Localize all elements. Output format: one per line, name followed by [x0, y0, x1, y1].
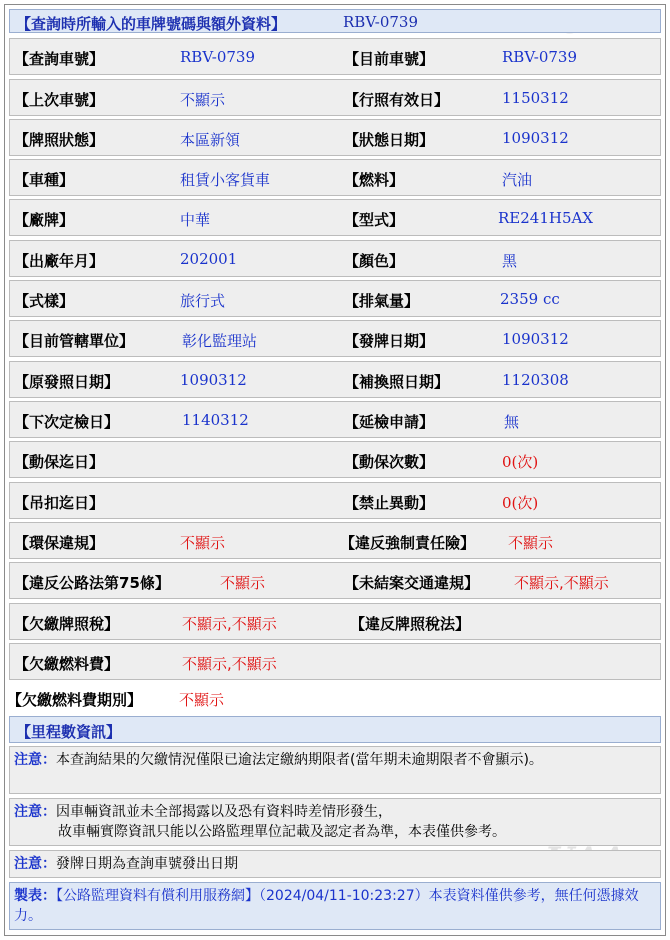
value-replacement-date: 1120308 [502, 371, 569, 389]
value-fuel: 汽油 [502, 171, 533, 189]
label-status-date: 【狀態日期】 [344, 131, 435, 149]
value-vehicle-type: 租賃小客貨車 [180, 171, 271, 189]
row-suspension-end [9, 482, 661, 519]
row-highway-act-violation [9, 562, 661, 599]
row-original-license-date [9, 361, 661, 398]
value-original-license-date: 1090312 [180, 371, 247, 389]
label-highway-act-violation: 【違反公路法第75條】 [14, 574, 170, 592]
row-jurisdiction [9, 320, 661, 357]
note-arrears [9, 746, 661, 794]
header-title: 【查詢時所輸入的車牌號碼與額外資料】 [16, 15, 287, 33]
row-query-plate [9, 38, 661, 75]
label-brand: 【廠牌】 [14, 211, 75, 229]
value-license-tax-arrears: 不顯示,不顯示 [182, 615, 277, 633]
label-original-license-date: 【原發照日期】 [14, 373, 120, 391]
row-license-tax-arrears [9, 603, 661, 640]
value-lien-count: 0(次) [502, 453, 539, 471]
report-header [9, 9, 661, 33]
label-displacement: 【排氣量】 [344, 292, 420, 310]
row-vehicle-type [9, 159, 661, 196]
value-environmental-violation: 不顯示 [180, 534, 226, 552]
value-body-style: 旅行式 [180, 292, 226, 310]
value-model: RE241H5AX [498, 209, 594, 227]
row-fuel-fee-period [9, 684, 661, 714]
value-license-valid: 1150312 [502, 89, 569, 107]
mileage-label: 【里程數資訊】 [16, 723, 122, 741]
label-fuel-fee-arrears: 【欠繳燃料費】 [14, 655, 120, 673]
value-highway-act-violation: 不顯示 [220, 574, 266, 592]
label-body-style: 【式樣】 [14, 292, 75, 310]
label-next-inspection: 【下次定檢日】 [14, 413, 120, 431]
label-replacement-date: 【補換照日期】 [344, 373, 450, 391]
value-displacement: 2359 cc [500, 290, 560, 308]
label-inspection-extension: 【延檢申請】 [344, 413, 435, 431]
row-previous-plate [9, 79, 661, 116]
note-disclosure-line2: 故車輛實際資訊只能以公路監理單位記載及認定者為準，本表僅供參考。 [58, 824, 506, 840]
value-insurance-violation: 不顯示 [508, 534, 554, 552]
mileage-section-header [9, 716, 661, 743]
label-lien-end: 【動保迄日】 [14, 453, 105, 471]
value-unresolved-violation: 不顯示,不顯示 [514, 574, 609, 592]
row-plate-status [9, 119, 661, 156]
value-inspection-extension: 無 [504, 413, 520, 431]
value-color: 黑 [502, 252, 518, 270]
label-lien-count: 【動保次數】 [344, 453, 435, 471]
note-issue-date-text: 發牌日期為查詢車號發出日期 [56, 856, 238, 872]
header-plate: RBV-0739 [343, 13, 419, 31]
label-environmental-violation: 【環保違規】 [14, 534, 105, 552]
row-body-style [9, 280, 661, 317]
value-plate-status: 本區新領 [180, 131, 241, 149]
note-arrears-text: 本查詢結果的欠繳情況僅限已逾法定繳納期限者(當年期未逾期限者不會顯示)。 [56, 752, 543, 768]
row-manufacture-date [9, 240, 661, 277]
label-model: 【型式】 [344, 211, 405, 229]
note-disclosure-key: 注意： [14, 804, 56, 820]
value-jurisdiction: 彰化監理站 [182, 332, 258, 350]
value-current-plate: RBV-0739 [502, 48, 578, 66]
note-disclosure [9, 798, 661, 846]
value-fuel-fee-arrears: 不顯示,不顯示 [182, 655, 277, 673]
note-issue-date-key: 注意： [14, 856, 56, 872]
label-unresolved-violation: 【未結案交通違規】 [344, 574, 480, 592]
label-fuel: 【燃料】 [344, 171, 405, 189]
label-license-tax-violation: 【違反牌照稅法】 [350, 615, 471, 633]
label-transfer-ban: 【禁止異動】 [344, 494, 435, 512]
label-fuel-fee-period: 【欠繳燃料費期別】 [7, 691, 143, 709]
label-manufacture-date: 【出廠年月】 [14, 252, 105, 270]
row-next-inspection [9, 401, 661, 438]
label-query-plate: 【查詢車號】 [14, 50, 105, 68]
label-current-plate: 【目前車號】 [344, 50, 435, 68]
value-brand: 中華 [180, 211, 211, 229]
row-environmental-violation [9, 522, 661, 559]
note-arrears-key: 注意： [14, 752, 56, 768]
value-transfer-ban: 0(次) [502, 494, 539, 512]
label-jurisdiction: 【目前管轄單位】 [14, 332, 135, 350]
label-suspension-end: 【吊扣迄日】 [14, 494, 105, 512]
row-lien-end [9, 441, 661, 478]
label-plate-status: 【牌照狀態】 [14, 131, 105, 149]
label-issue-date: 【發牌日期】 [344, 332, 435, 350]
label-previous-plate: 【上次車號】 [14, 91, 105, 109]
row-fuel-fee-arrears [9, 643, 661, 680]
note-issue-date [9, 850, 661, 878]
value-next-inspection: 1140312 [182, 411, 249, 429]
value-query-plate: RBV-0739 [180, 48, 256, 66]
row-brand [9, 199, 661, 236]
footer-text: 【公路監理資料有償利用服務網】（2024/04/11-10:23:27）本表資料僅供參考，無任何憑據效力。 [14, 888, 639, 924]
label-license-valid: 【行照有效日】 [344, 91, 450, 109]
value-fuel-fee-period: 不顯示 [179, 691, 225, 709]
label-license-tax-arrears: 【欠繳牌照稅】 [14, 615, 120, 633]
label-vehicle-type: 【車種】 [14, 171, 75, 189]
footer-key: 製表： [14, 888, 56, 904]
value-manufacture-date: 202001 [180, 250, 238, 268]
value-previous-plate: 不顯示 [180, 91, 226, 109]
report-footer [9, 882, 661, 930]
value-issue-date: 1090312 [502, 330, 569, 348]
note-disclosure-line1: 因車輛資訊並未全部揭露以及恐有資料時差情形發生， [56, 804, 392, 820]
label-insurance-violation: 【違反強制責任險】 [340, 534, 476, 552]
value-status-date: 1090312 [502, 129, 569, 147]
label-color: 【顏色】 [344, 252, 405, 270]
